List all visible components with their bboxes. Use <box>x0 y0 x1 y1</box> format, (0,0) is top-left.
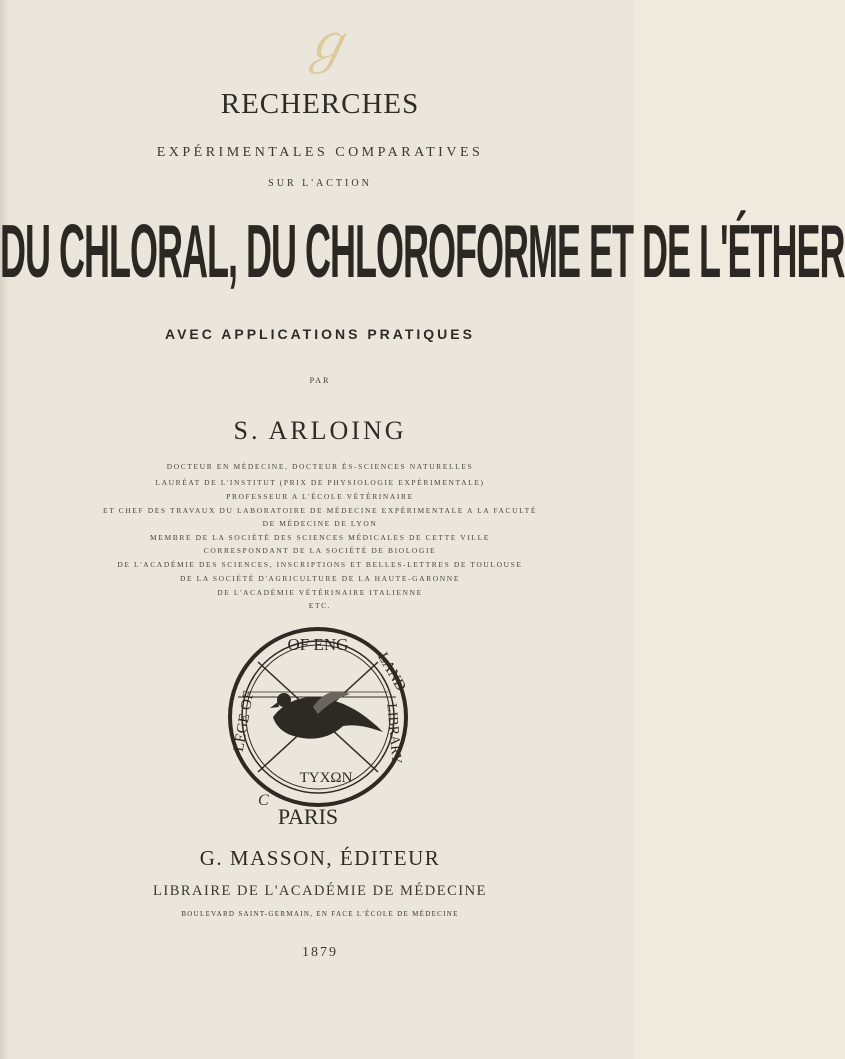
credential-line: ETC. <box>308 601 332 610</box>
credential-line: DE L'ACADÉMIE VÉTÉRINAIRE ITALIENNE <box>217 588 423 597</box>
stamp-left-text: LEGE OF <box>230 689 258 753</box>
credential-line: ET CHEF DES TRAVAUX DU LABORATOIRE DE MÉDECINE EXPÉRIMENTALE A LA FACULTÉ <box>102 506 538 515</box>
stamp-right-lower-text: LIBRARY <box>383 702 404 765</box>
title-line-3: SUR L'ACTION <box>268 178 372 189</box>
stamp-right-text: LAND <box>374 649 409 695</box>
title-line-2: EXPÉRIMENTALES COMPARATIVES <box>156 145 484 160</box>
author-name: S. ARLOING <box>233 416 407 445</box>
byline: PAR <box>309 376 331 385</box>
credential-line: LAURÉAT DE L'INSTITUT (PRIX DE PHYSIOLOGIE EXPÉRIMENTALE) <box>155 478 485 487</box>
stamp-bottom-text: ΤΥΧΩΝ <box>299 770 353 786</box>
credential-line: DE L'ACADÉMIE DES SCIENCES, INSCRIPTIONS ET BELLES-LETTRES DE TOULOUSE <box>117 560 523 569</box>
subtitle: AVEC APPLICATIONS PRATIQUES <box>165 326 475 342</box>
library-stamp <box>218 622 418 832</box>
credential-line: MEMBRE DE LA SOCIÉTÉ DES SCIENCES MÉDICALES DE CETTE VILLE <box>150 533 490 542</box>
credential-line: DE LA SOCIÉTÉ D'AGRICULTURE DE LA HAUTE-GARONNE <box>179 574 460 583</box>
title-line-1: RECHERCHES <box>220 88 420 120</box>
credential-line: DOCTEUR EN MÉDECINE, DOCTEUR ÈS-SCIENCES NATURELLES <box>166 462 474 471</box>
publisher-library: LIBRAIRE DE L'ACADÉMIE DE MÉDECINE <box>153 883 487 899</box>
main-title: DU CHLORAL, DU CHLOROFORME ET DE L'ÉTHER <box>0 207 845 294</box>
credential-line: CORRESPONDANT DE LA SOCIÉTÉ DE BIOLOGIE <box>203 546 437 555</box>
credential-line: PROFESSEUR A L'ÉCOLE VÉTÉRINAIRE <box>226 492 414 501</box>
stamp-below-text: PARIS <box>277 804 339 829</box>
publisher-name: G. MASSON, ÉDITEUR <box>199 846 441 870</box>
credential-line: DE MÉDECINE DE LYON <box>262 519 378 528</box>
stamp-top-text: OF ENG <box>287 635 349 654</box>
publisher-address: BOULEVARD SAINT-GERMAIN, EN FACE L'ÉCOLE DE MÉDECINE <box>181 910 459 918</box>
pencil-annotation: ℊ <box>300 14 353 74</box>
publication-year: 1879 <box>302 945 338 960</box>
stamp-side-letter: C <box>258 792 269 809</box>
